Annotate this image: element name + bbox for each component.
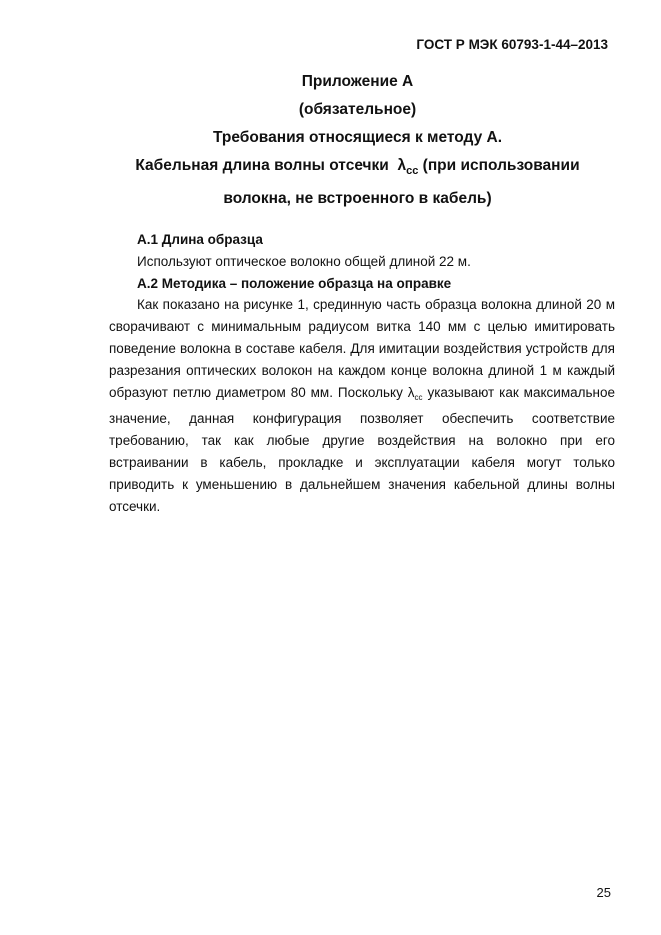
document-code: ГОСТ Р МЭК 60793-1-44–2013: [416, 37, 608, 52]
annex-body: [109, 229, 615, 517]
annex-title: [80, 68, 635, 213]
annex-cutoff-title-end: волокна, не встроенного в кабель): [223, 190, 492, 207]
section-text-a2: [109, 294, 615, 517]
annex-status: (обязательное): [298, 101, 417, 118]
section-text-a1: Используют оптическое волокно общей длиной 22 м.: [137, 253, 471, 269]
lambda-symbol: λ: [397, 157, 407, 174]
annex-requirements-title: Требования относящиеся к методу А.: [213, 129, 502, 146]
annex-label: Приложение А: [301, 73, 414, 90]
page-number: 25: [596, 885, 611, 900]
annex-cutoff-title-after: (при использовании: [422, 157, 580, 174]
lambda-symbol-inline: λ: [407, 384, 415, 400]
section-text-a2-part2: указывают как максимальное значение, данная конфигурация позволяет обеспечить соответствие требованию, так как любые другие воздействия на волокно при его встраивании в кабель, прокладке и эксплуатации кабеля могут только приводить к уменьшению в дальнейшем значения кабельной длины волны отсечки.: [109, 384, 615, 514]
section-heading-a1: А.1 Длина образца: [137, 232, 263, 247]
annex-cutoff-title-before: Кабельная длина волны отсечки: [135, 157, 389, 174]
section-text-a2-part1: Как показано на рисунке 1, срединную часть образца волокна длиной 20 м сворачивают с минимальным радиусом витка 140 мм с целью имитировать поведение волокна в составе кабеля. Для имитации воздействия устройств для разрезания оптических волокон на каждом конце волокна длиной 1 м каждый образуют петлю диаметром 80 мм. Поскольку: [109, 297, 615, 400]
lambda-subscript-inline: cc: [414, 392, 423, 402]
annex-cutoff-title: [80, 152, 635, 185]
lambda-subscript: cc: [406, 165, 419, 177]
section-heading-a2: А.2 Методика – положение образца на оправке: [137, 275, 452, 291]
